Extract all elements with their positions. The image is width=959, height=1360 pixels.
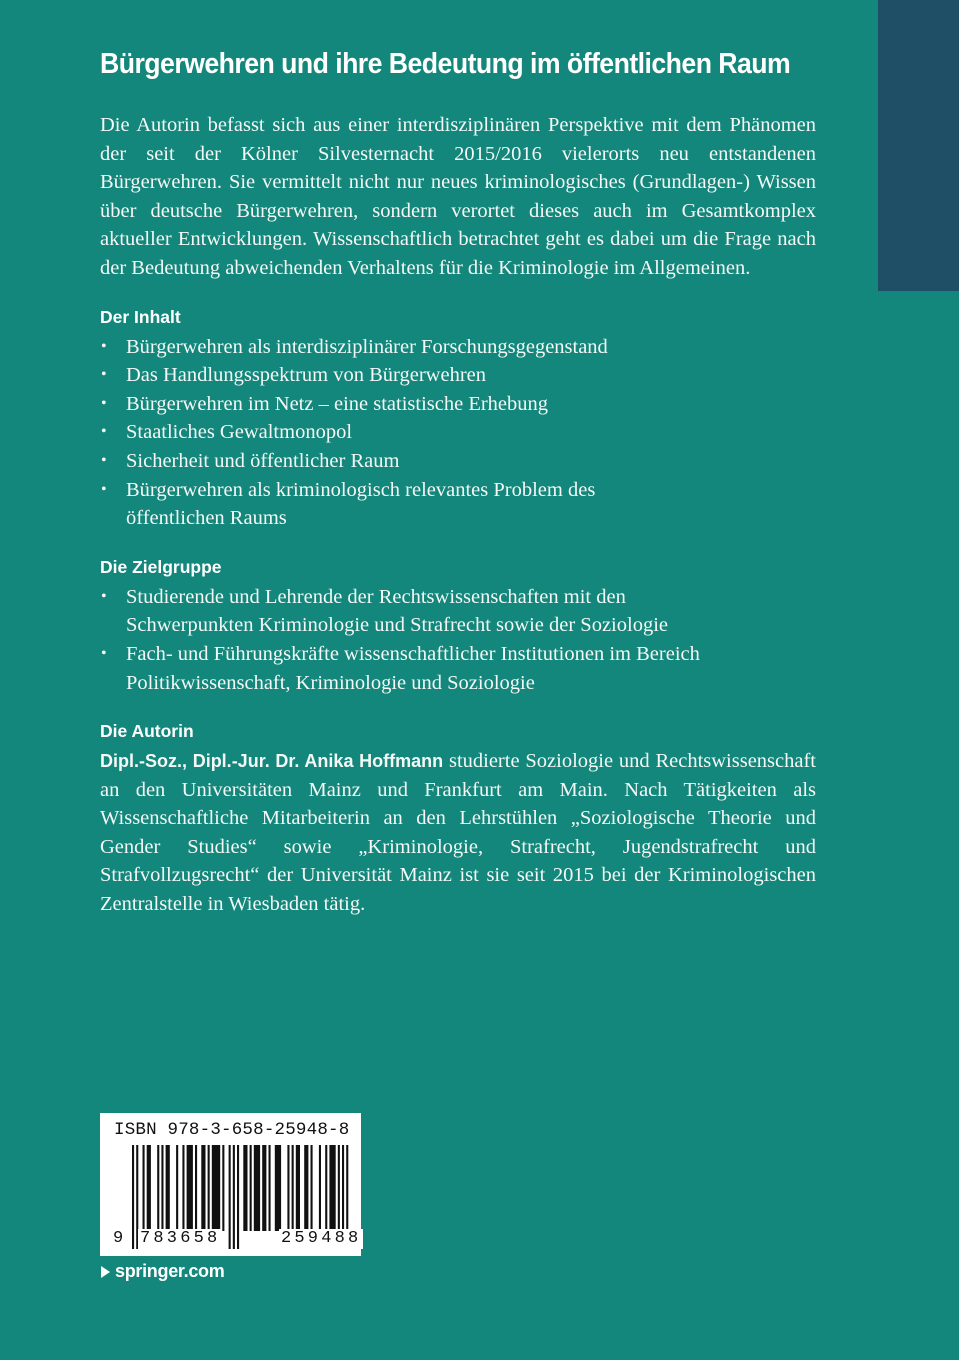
barcode-bar (275, 1145, 281, 1231)
isbn-barcode (100, 1113, 361, 1256)
decorative-stripe (878, 0, 959, 291)
zielgruppe-heading: Die Zielgruppe (100, 556, 222, 577)
list-item: • Bürgerwehren im Netz – eine statistische Erhebung (100, 390, 816, 419)
inhalt-heading: Der Inhalt (100, 306, 181, 327)
author-bio: studierte Soziologie und Rechtswissenschaft an den Universitäten Mainz und Frankfurt am Main. Nach Tätigkeiten als Wissenschaftliche Mitarbeiterin an den Lehrstühlen „Soziologische Theorie und Gender Studies“ sowie „Kriminologie, Strafrecht, Jugendstrafrecht und Strafvollzugsrecht“ der Universität Mainz ist sie seit 2015 bei der Kriminologischen Zentralstelle in Wiesbaden tätig. (100, 750, 816, 916)
barcode-bar (250, 1145, 252, 1231)
page-title: Bürgerwehren und ihre Bedeutung im öffentlichen Raum (100, 48, 791, 80)
barcode-bar (182, 1145, 184, 1231)
barcode-bar (243, 1145, 247, 1231)
barcode-bar (201, 1145, 205, 1231)
barcode-bar (195, 1145, 197, 1231)
barcode-bar (166, 1145, 170, 1231)
barcode-bar (329, 1145, 335, 1231)
list-item: • Fach- und Führungskräfte wissenschaftlicher Institutionen im Bereich Politikwissenschaft, Kriminologie und Soziologie (100, 640, 816, 697)
isbn-text: ISBN 978-3-658-25948-8 (114, 1120, 350, 1140)
barcode-digit-first: 9 (113, 1229, 124, 1248)
barcode-bar (292, 1145, 294, 1231)
inhalt-list (100, 333, 816, 533)
barcode-bar (269, 1145, 271, 1231)
barcode-digits-right: 259488 (281, 1229, 362, 1248)
springer-link[interactable] (101, 1261, 224, 1282)
author-paragraph (100, 747, 816, 919)
barcode-bar (338, 1145, 340, 1231)
barcode-bar (304, 1145, 308, 1231)
barcode-bar (287, 1145, 289, 1231)
barcode-bar (208, 1145, 210, 1231)
barcode-guard-bar (237, 1145, 239, 1249)
barcode-guard-bar (229, 1145, 231, 1249)
list-item: • Sicherheit und öffentlicher Raum (100, 447, 816, 476)
barcode-bar (296, 1145, 300, 1231)
barcode-bar (325, 1145, 327, 1231)
barcode-bar (187, 1145, 193, 1231)
barcode-bar (319, 1145, 321, 1231)
autorin-heading: Die Autorin (100, 721, 194, 742)
barcode-bar (157, 1145, 159, 1231)
barcode-guard-bar (233, 1145, 235, 1249)
springer-link-text: springer.com (115, 1261, 225, 1281)
barcode-digits-left: 783658 (140, 1229, 221, 1248)
back-cover-content (100, 42, 816, 919)
barcode-bar (254, 1145, 260, 1231)
barcode-bar (311, 1145, 313, 1231)
author-name: Dipl.-Soz., Dipl.-Jur. Dr. Anika Hoffmann (100, 751, 444, 772)
barcode-bar (222, 1145, 224, 1231)
barcode-bar (262, 1145, 266, 1231)
list-item: • Das Handlungsspektrum von Bürgerwehren (100, 361, 816, 390)
barcode-bar (147, 1145, 151, 1231)
barcode-bar (143, 1145, 145, 1231)
barcode-guard-bar (132, 1145, 134, 1249)
intro-paragraph: Die Autorin befasst sich aus einer interdisziplinären Perspektive mit dem Phänomen der seit der Kölner Silvesternacht 2015/2016 vielerorts neu entstandenen Bürgerwehren. Sie vermittelt nicht nur neues kriminologisches (Grundlagen-) Wissen über deutsche Bürgerwehren, sondern verortet dieses auch im Gesamtkomplex aktueller Entwicklungen. Wissenschaftlich betrachtet geht es dabei um die Frage nach der Bedeutung abweichenden Verhaltens für die Kriminologie im Allgemeinen. (100, 114, 816, 279)
list-item: • Bürgerwehren als kriminologisch relevantes Problem des öffentlichen Raums (100, 476, 816, 533)
list-item: • Bürgerwehren als interdisziplinärer Forschungsgegenstand (100, 333, 816, 362)
barcode-bar (161, 1145, 163, 1231)
barcode-bar (212, 1145, 220, 1231)
barcode-bar (176, 1145, 178, 1231)
list-item: • Studierende und Lehrende der Rechtswissenschaften mit den Schwerpunkten Kriminologie und Strafrecht sowie der Soziologie (100, 583, 816, 640)
list-item: • Staatliches Gewaltmonopol (100, 418, 816, 447)
arrow-right-icon (101, 1266, 110, 1278)
zielgruppe-list (100, 583, 816, 697)
